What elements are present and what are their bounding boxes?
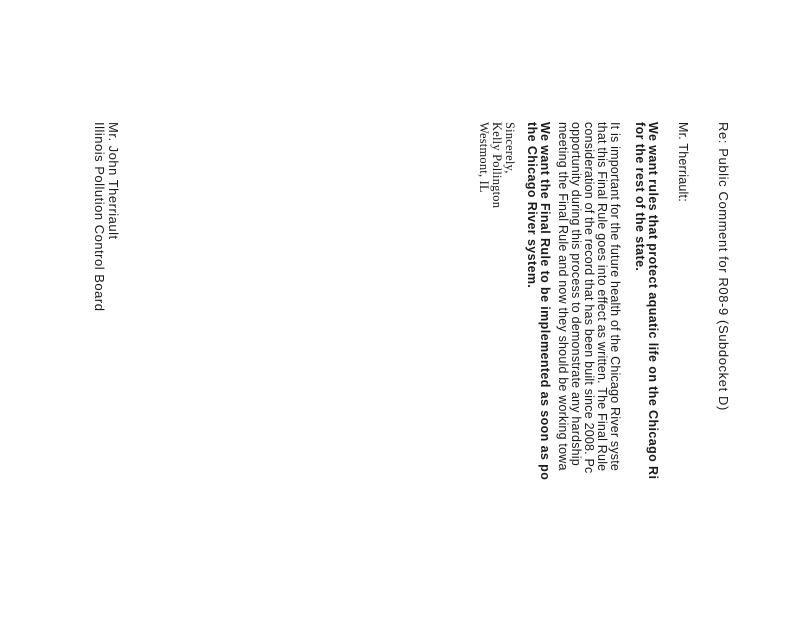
re-line: Re: Public Comment for R08-9 (Subdocket D) xyxy=(716,122,731,411)
signer-name: Kelly Pollington xyxy=(490,122,504,209)
body-line-3: consideration of the record that has been built since 2008. Pc xyxy=(582,122,596,474)
closing: Sincerely, xyxy=(503,122,517,174)
body-line-1: It is important for the future health of the Chicago River syste xyxy=(608,122,622,472)
letter-body xyxy=(30,122,730,618)
body-line-5: meeting the Final Rule and now they should be working towa xyxy=(556,122,570,471)
body-line-2: that this Final Rule goes into effect as written. The Final Rule xyxy=(595,122,609,472)
recipient-org: Illinois Pollution Control Board xyxy=(92,122,107,312)
salutation: Mr. Therriault: xyxy=(676,122,690,202)
body-line-4: opportunity during this process to demonstrate any hardship xyxy=(569,122,583,466)
recipient-name: Mr. John Therriault xyxy=(106,122,121,240)
heading-line-1: We want rules that protect aquatic life on the Chicago Ri xyxy=(646,122,660,480)
signer-location: Westmont, IL xyxy=(477,122,491,193)
closing-heading-line-2: the Chicago River system. xyxy=(525,122,539,289)
heading-line-2: for the rest of the state. xyxy=(633,122,647,272)
closing-heading-line-1: We want the Final Rule to be implemented as soon as po xyxy=(538,122,552,481)
